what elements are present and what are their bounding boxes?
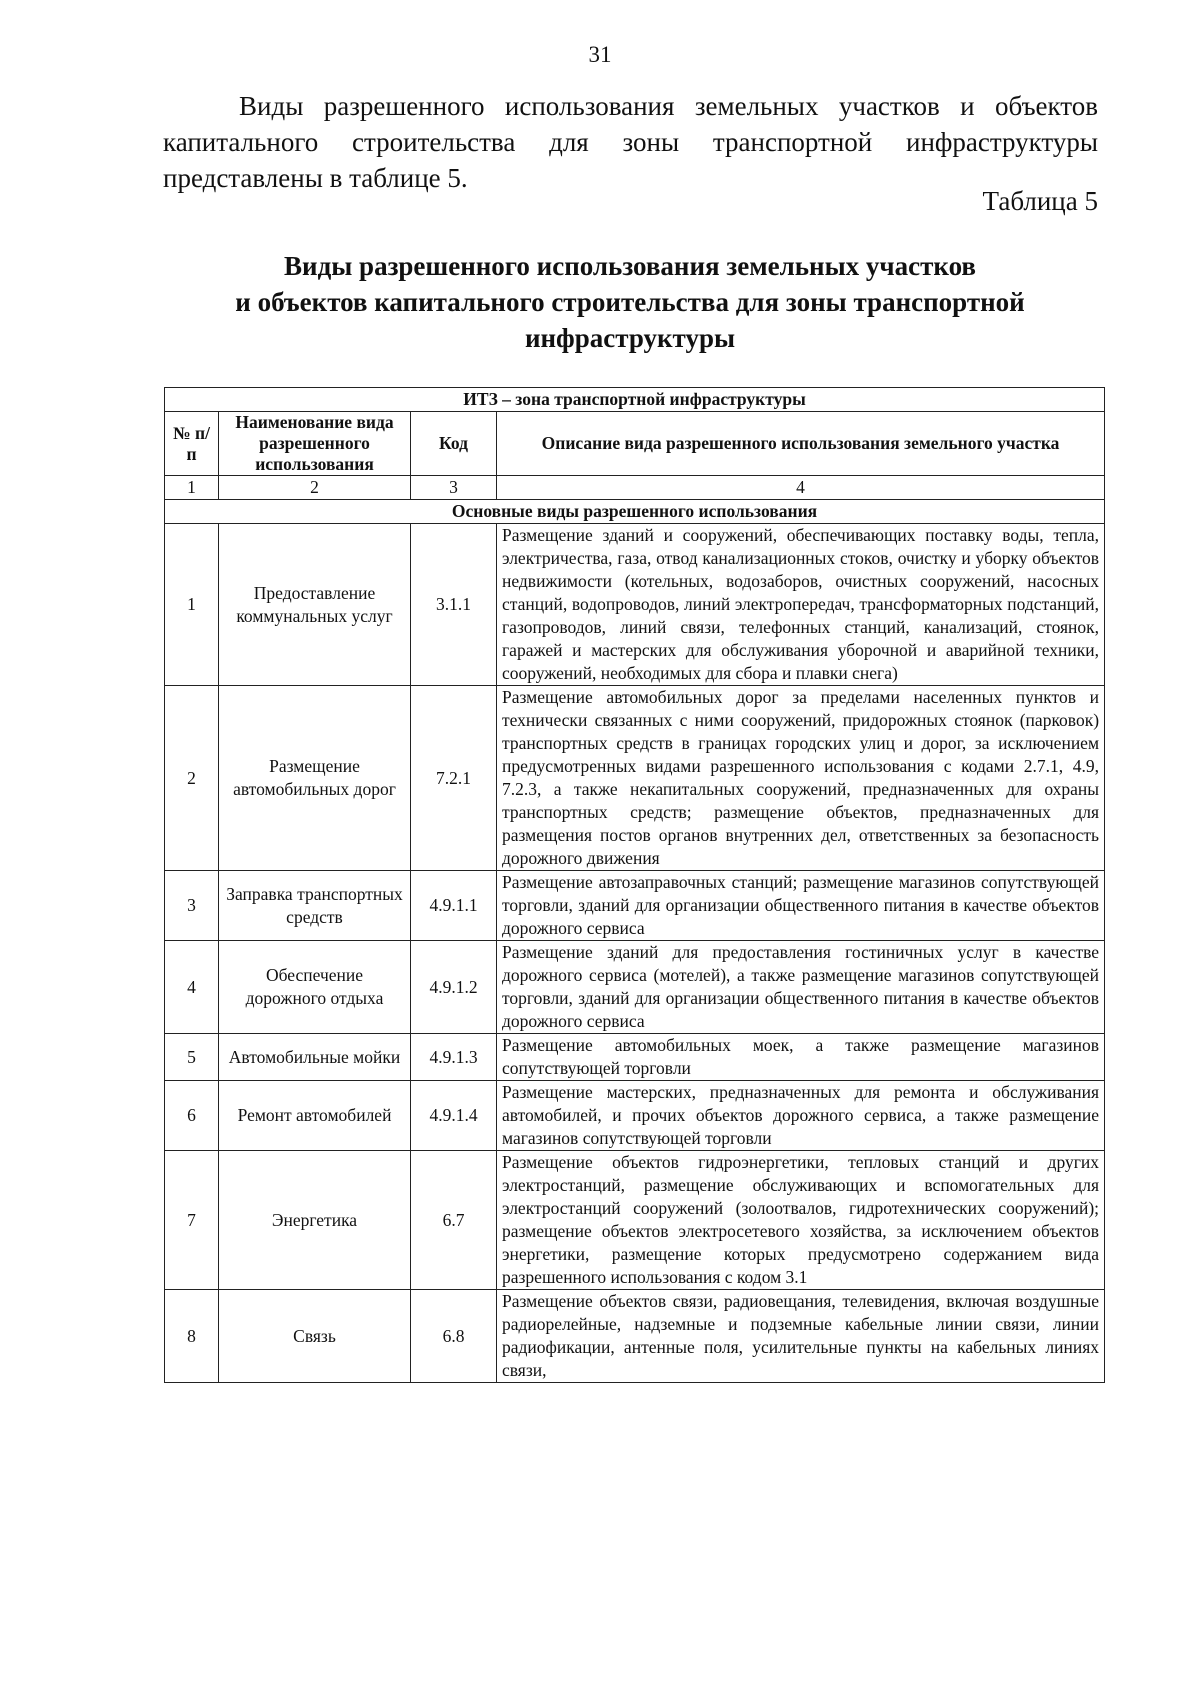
- row-code: 3.1.1: [411, 524, 497, 686]
- row-name: Связь: [219, 1290, 411, 1383]
- column-number: 4: [497, 476, 1105, 500]
- row-code: 6.8: [411, 1290, 497, 1383]
- table-title: [150, 248, 1110, 356]
- land-use-table: [164, 387, 1105, 1383]
- table-title-line: Виды разрешенного использования земельных участков: [284, 251, 976, 281]
- row-description: Размещение автомобильных моек, а также размещение магазинов сопутствующей торговли: [497, 1034, 1105, 1081]
- row-code: 4.9.1.3: [411, 1034, 497, 1081]
- row-name: Обеспечение дорожного отдыха: [219, 941, 411, 1034]
- row-code: 7.2.1: [411, 686, 497, 871]
- row-name: Предоставление коммунальных услуг: [219, 524, 411, 686]
- row-description: Размещение зданий для предоставления гостиничных услуг в качестве дорожного сервиса (мотелей), а также размещение магазинов сопутствующей торговли, зданий для организации общественного питания в качестве объектов дорожного сервиса: [497, 941, 1105, 1034]
- row-name: Энергетика: [219, 1151, 411, 1290]
- column-number: 2: [219, 476, 411, 500]
- row-description: Размещение объектов гидроэнергетики, тепловых станций и других электростанций, размещение обслуживающих и вспомогательных для электростанций сооружений (золоотвалов, гидротехнических сооружений); размещение объектов электросетевого хозяйства, за исключением объектов энергетики, размещение которых предусмотрено содержанием вида разрешенного использования с кодом 3.1: [497, 1151, 1105, 1290]
- table-row: [165, 1081, 1105, 1151]
- table-title-line: и объектов капитального строительства для зоны транспортной: [235, 287, 1025, 317]
- row-name: Ремонт автомобилей: [219, 1081, 411, 1151]
- column-number: 1: [165, 476, 219, 500]
- section-title: Основные виды разрешенного использования: [165, 500, 1105, 524]
- table-row: [165, 941, 1105, 1034]
- zone-title: ИТЗ – зона транспортной инфраструктуры: [165, 388, 1105, 412]
- row-name: Размещение автомобильных дорог: [219, 686, 411, 871]
- table-row: [165, 686, 1105, 871]
- row-code: 4.9.1.2: [411, 941, 497, 1034]
- row-description: Размещение зданий и сооружений, обеспечивающих поставку воды, тепла, электричества, газа, отвод канализационных стоков, очистку и уборку объектов недвижимости (котельных, водозаборов, очистных сооружений, насосных станций, водопроводов, линий электропередач, трансформаторных подстанций, газопроводов, линий связи, телефонных станций, канализаций, стоянок, гаражей и мастерских для обслуживания уборочной и аварийной техники, сооружений, необходимых для сбора и плавки снега): [497, 524, 1105, 686]
- row-code: 4.9.1.4: [411, 1081, 497, 1151]
- table-row: [165, 1290, 1105, 1383]
- row-code: 6.7: [411, 1151, 497, 1290]
- row-description: Размещение мастерских, предназначенных для ремонта и обслуживания автомобилей, и прочих объектов дорожного сервиса, а также размещение магазинов сопутствующей торговли: [497, 1081, 1105, 1151]
- row-num: 5: [165, 1034, 219, 1081]
- header-num: № п/п: [165, 412, 219, 476]
- table-row: [165, 524, 1105, 686]
- page-number: 31: [588, 42, 612, 67]
- table-row: [165, 871, 1105, 941]
- row-num: 4: [165, 941, 219, 1034]
- row-code: 4.9.1.1: [411, 871, 497, 941]
- row-name: Заправка транспортных средств: [219, 871, 411, 941]
- table-row: [165, 1151, 1105, 1290]
- intro-paragraph: Виды разрешенного использования земельных участков и объектов капитального строительства для зоны транспортной инфраструктуры представлены в таблице 5.: [163, 91, 1098, 193]
- row-description: Размещение объектов связи, радиовещания, телевидения, включая воздушные радиорелейные, надземные и подземные кабельные линии связи, линии радиофикации, антенные поля, усилительные пункты на кабельных линиях связи,: [497, 1290, 1105, 1383]
- table-label: Таблица 5: [982, 186, 1098, 216]
- column-number: 3: [411, 476, 497, 500]
- row-description: Размещение автомобильных дорог за пределами населенных пунктов и технически связанных с ними сооружений, придорожных стоянок (парковок) транспортных средств в границах городских улиц и дорог, за исключением предусмотренных видами разрешенного использования с кодами 2.7.1, 4.9, 7.2.3, а также некапитальных сооружений, предназначенных для охраны транспортных средств; размещение объектов, предназначенных для размещения постов органов внутренних дел, ответственных за безопасность дорожного движения: [497, 686, 1105, 871]
- table-title-line: инфраструктуры: [524, 323, 736, 353]
- row-num: 7: [165, 1151, 219, 1290]
- row-name: Автомобильные мойки: [219, 1034, 411, 1081]
- row-num: 8: [165, 1290, 219, 1383]
- row-num: 1: [165, 524, 219, 686]
- header-description: Описание вида разрешенного использования земельного участка: [497, 412, 1105, 476]
- header-name: Наименование вида разрешенного использования: [219, 412, 411, 476]
- table-row: [165, 1034, 1105, 1081]
- row-num: 2: [165, 686, 219, 871]
- row-description: Размещение автозаправочных станций; размещение магазинов сопутствующей торговли, зданий для организации общественного питания в качестве объектов дорожного сервиса: [497, 871, 1105, 941]
- row-num: 3: [165, 871, 219, 941]
- header-code: Код: [411, 412, 497, 476]
- row-num: 6: [165, 1081, 219, 1151]
